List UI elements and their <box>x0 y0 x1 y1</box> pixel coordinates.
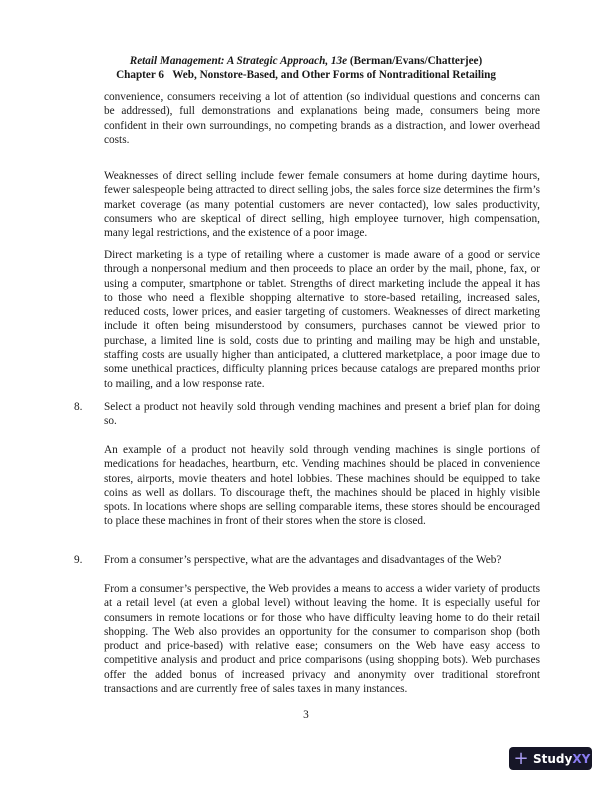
question-text: From a consumer’s perspective, what are the advantages and disadvantages of the Web? <box>104 554 502 566</box>
page-number: 3 <box>303 709 309 721</box>
book-title: Retail Management: A Strategic Approach, 13e <box>129 55 348 67</box>
paragraph-strengths-direct-selling: convenience, consumers receiving a lot of attention (so individual questions and concerns can be addressed), full demonstrations and explanations being made, consumers being more confident in their own surroundings, no competing brands as a distraction, and lower overhead costs. <box>104 91 540 146</box>
page-header <box>0 54 612 82</box>
question-text: Select a product not heavily sold through vending machines and present a brief plan for doing so. <box>104 401 540 428</box>
studyxy-badge[interactable] <box>509 747 592 770</box>
book-authors: (Berman/Evans/Chatterjee) <box>347 55 483 67</box>
question-number: 9. <box>74 554 83 566</box>
brand-name: Study <box>533 751 573 766</box>
answer-text: An example of a product not heavily sold through vending machines is single portions of medications for headaches, heartburn, etc. Vending machines should be placed in convenience stores, airports, movie theaters and hotel lobbies. These machines should be equipped to take coins as well as dollars. To discourage theft, the machines should be placed in highly visible spots. In locations where shops are selling comparable items, these stores should be encouraged to place these machines in front of their stores when the store is closed. <box>104 444 540 528</box>
book-title-line <box>0 54 612 68</box>
chapter-title: Chapter 6 Web, Nonstore-Based, and Other Forms of Nontraditional Retailing <box>116 69 496 81</box>
answer-text: From a consumer’s perspective, the Web provides a means to access a wider variety of products at a retail level (at even a global level) without leaving the home. It is especially useful for consumers in remote locations or for those who have difficulty leaving home to do their retail shopping. The Web also provides an opportunity for the consumer to comparison shop (both product and price-based) with relative ease; consumers on the Web have easy access to competitive analysis and product and price comparisons (using shopping bots). Web purchases offer the added bonus of increased privacy and anonymity over traditional storefront transactions and are currently free of sales taxes in many instances. <box>104 583 540 696</box>
brand-accent: XY <box>572 751 591 766</box>
question-number: 8. <box>74 401 83 413</box>
paragraph-weaknesses-direct-selling: Weaknesses of direct selling include fewer female consumers at home during daytime hours, fewer salespeople being attracted to direct selling jobs, the sales force size determines the firm’s market coverage (as many potential customers are never contacted), low sales productivity, consumers who are skeptical of direct selling, high employee turnover, high compensation, many legal restrictions, and the existence of a poor image. <box>104 170 540 240</box>
plus-icon: + <box>513 747 529 769</box>
paragraph-direct-marketing: Direct marketing is a type of retailing where a customer is made aware of a good or service through a nonpersonal medium and then proceeds to place an order by the mail, phone, fax, or using a computer, smartphone or tablet. Strengths of direct marketing include the appeal it has to those who need a flexible shopping alternative to store-based retailing, increased sales, reduced costs, lower prices, and easier targeting of customers. Weaknesses of direct marketing include it often being misunderstood by consumers, purchases cannot be viewed prior to purchase, a limited line is sold, costs due to printing and mailing may be high and unstable, staffing costs are usually higher than anticipated, a cluttered marketplace, a poor image due to some unethical practices, difficulty planning prices because catalogs are prepared months prior to mailing, and a low response rate. <box>104 249 540 390</box>
